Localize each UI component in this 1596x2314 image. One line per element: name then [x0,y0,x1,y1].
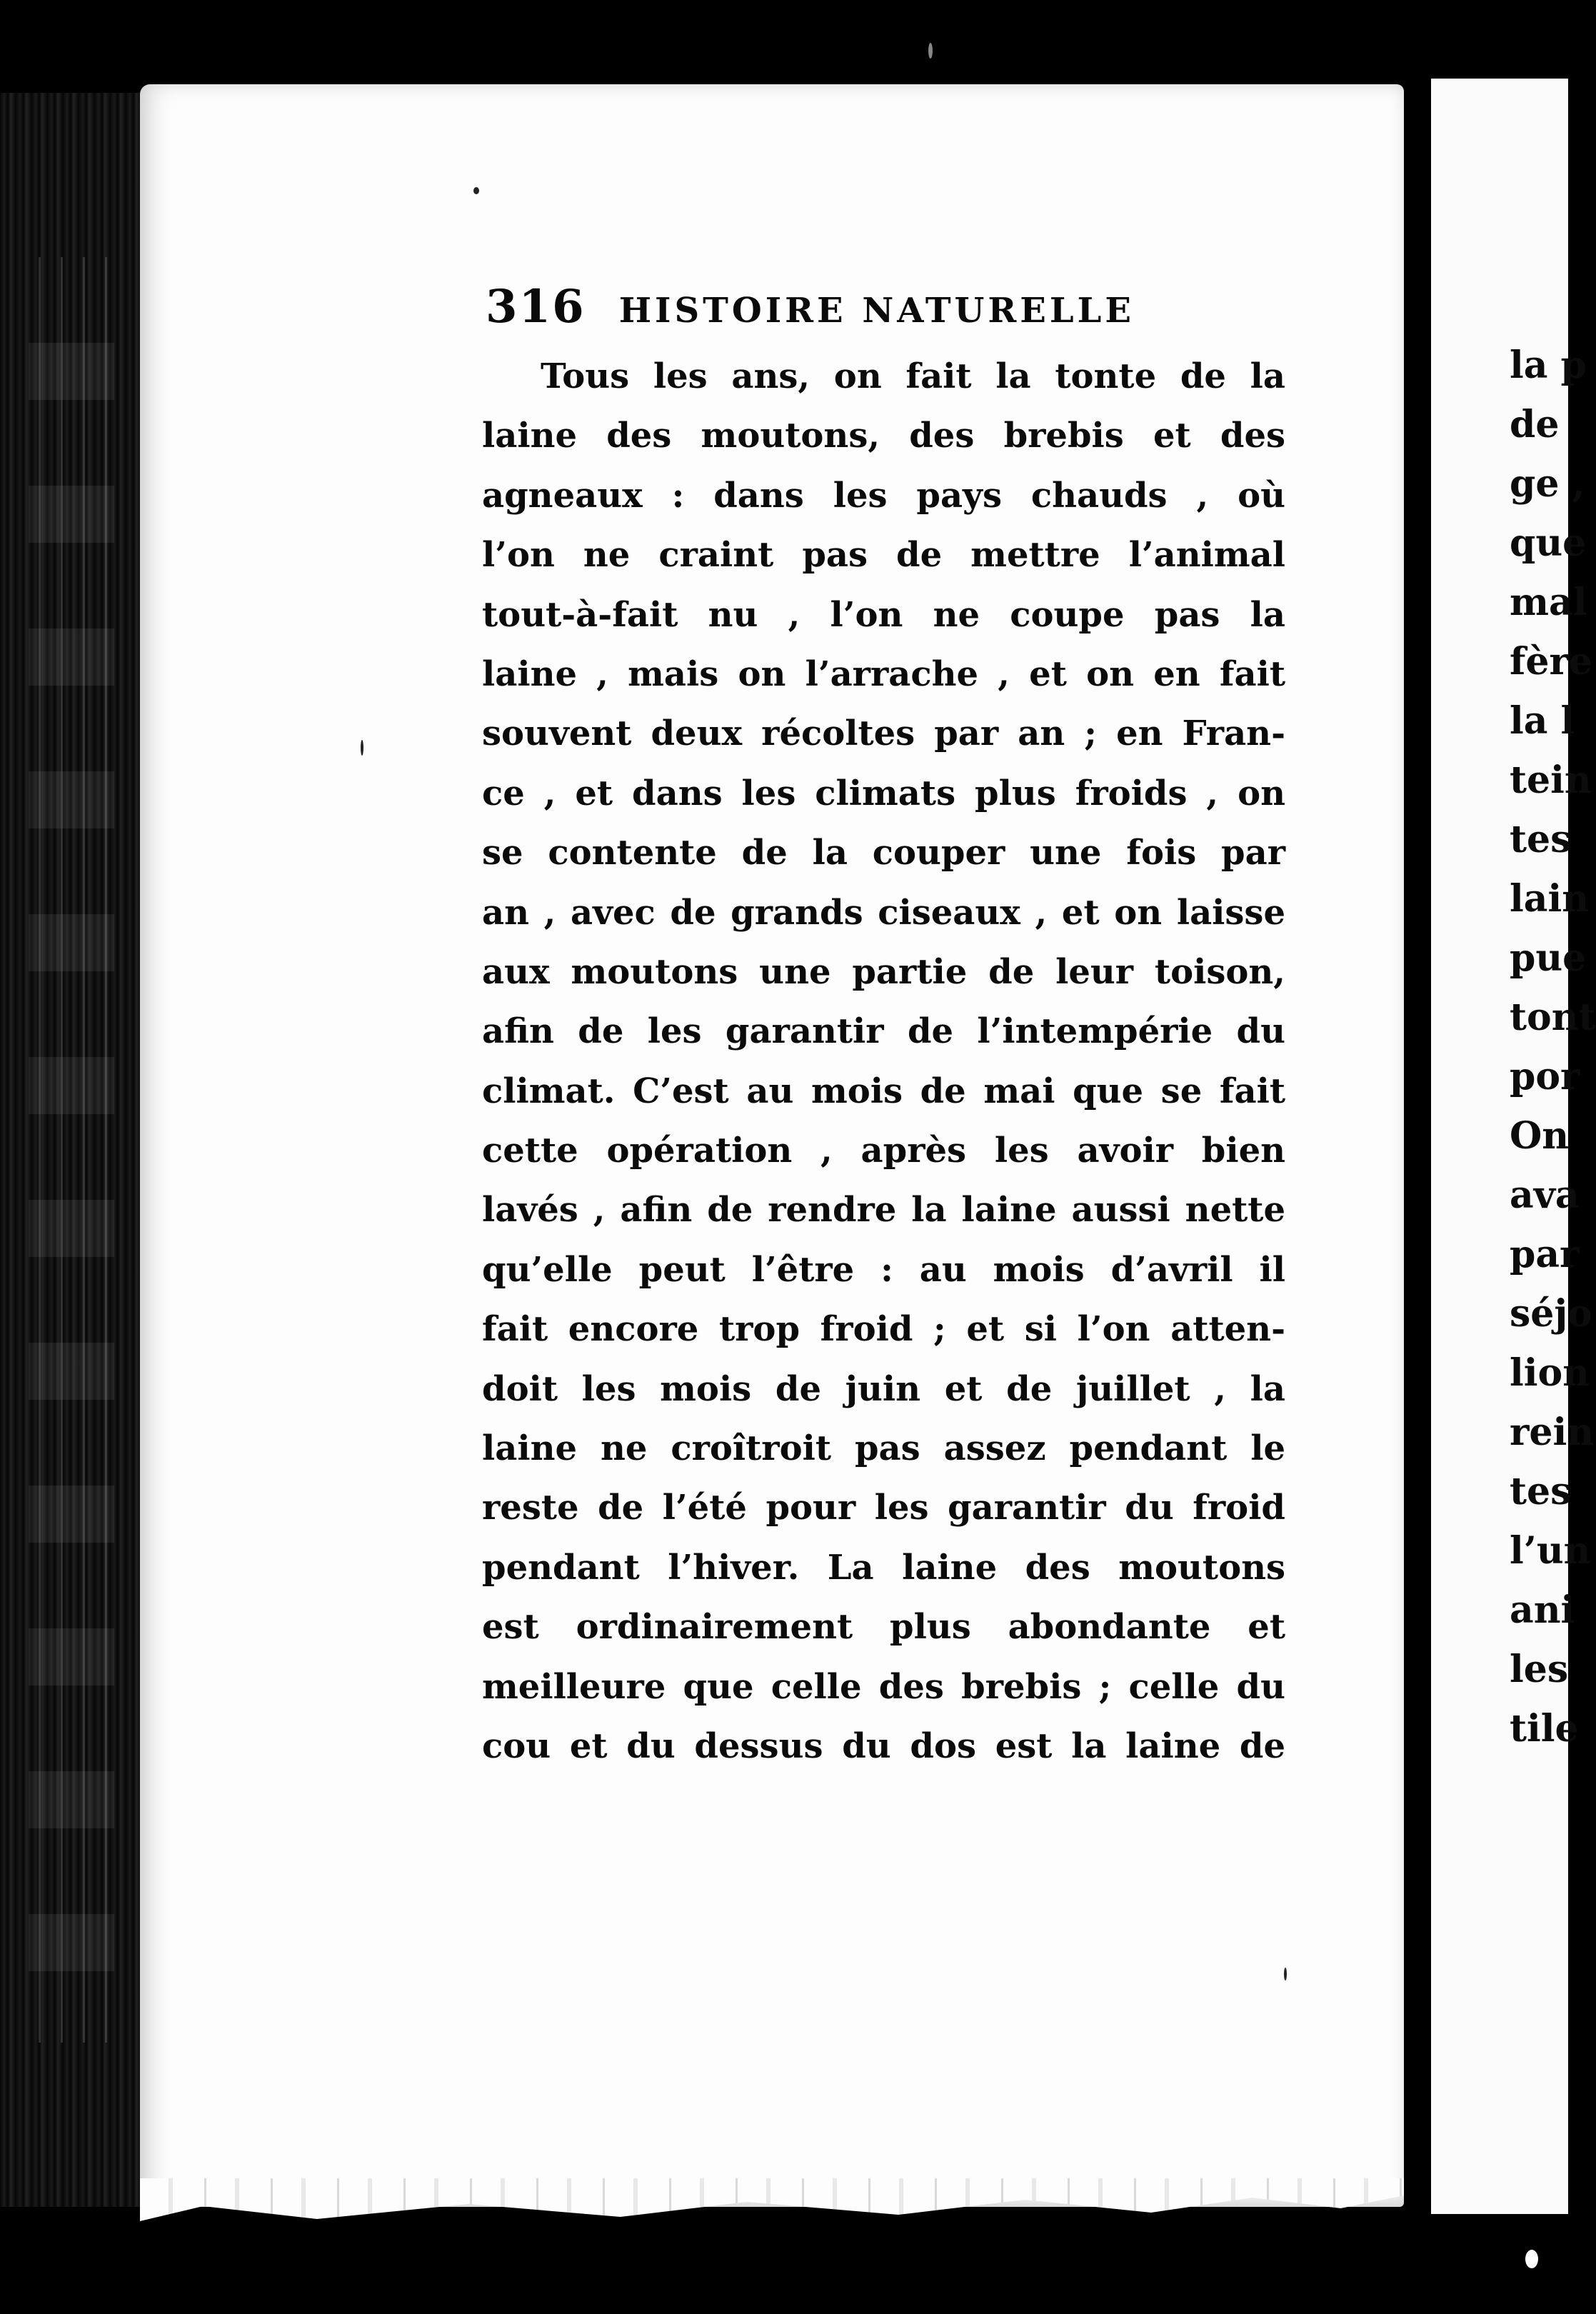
facing-line: tes [1510,1470,1572,1513]
text-line: laine ne croîtroit pas assez pendant le [482,1428,1285,1469]
facing-page-text [1510,336,1596,1758]
book-gutter [1404,71,1431,2228]
running-title: HISTOIRE NATURELLE [618,291,1135,331]
text-line: tout-à-fait nu , l’on ne coupe pas la [482,594,1285,635]
facing-line: de [1510,403,1560,446]
facing-line: la l [1510,699,1575,743]
facing-line: la p [1510,344,1587,387]
facing-line: tile [1510,1707,1579,1750]
text-line: agneaux : dans les pays chauds , où [482,475,1285,516]
text-line: cou et du dessus du dos est la laine de [482,1726,1285,1766]
facing-line: tont [1510,996,1596,1039]
facing-line: lain [1510,877,1590,921]
facing-line: séjo [1510,1292,1592,1336]
facing-line: tes [1510,818,1572,861]
facing-line: par [1510,1233,1580,1276]
running-head [486,280,1135,337]
facing-line: pue [1510,936,1587,980]
text-line: lavés , afin de rendre la laine aussi nette [482,1190,1285,1231]
scan-bottom-border [0,2207,1581,2314]
text-line: pendant l’hiver. La laine des moutons [482,1547,1285,1588]
scan-speck [361,740,363,756]
facing-line: ge , [1510,462,1585,506]
text-line: ce , et dans les climats plus froids , on [482,773,1285,813]
text-line: est ordinairement plus abondante et [482,1607,1285,1648]
facing-line: l’un [1510,1529,1591,1573]
body-text [482,347,1285,1776]
text-line: fait encore trop froid ; et si l’on atten- [482,1309,1285,1350]
scan-speck [1284,1968,1287,1980]
text-line: afin de les garantir de l’intempérie du [482,1011,1285,1052]
facing-line: On [1510,1114,1570,1158]
text-line: souvent deux récoltes par an ; en Fran- [482,713,1285,754]
text-line: climat. C’est au mois de mai que se fait [482,1071,1285,1111]
facing-line: rein [1510,1411,1595,1454]
scan-speck [928,43,933,59]
scan-speck [1525,2250,1538,2268]
text-line: Tous les ans, on fait la tonte de la [541,356,1285,396]
text-line: qu’elle peut l’être : au mois d’avril il [482,1249,1285,1290]
text-line: an , avec de grands ciseaux , et on laisse [482,892,1285,933]
scan-speck [473,187,479,194]
text-line: reste de l’été pour les garantir du froid [482,1488,1285,1528]
text-line: doit les mois de juin et de juillet , la [482,1368,1285,1409]
text-line: meilleure que celle des brebis ; celle du [482,1666,1285,1707]
text-line: se contente de la couper une fois par [482,833,1285,873]
facing-line: lion [1510,1351,1590,1395]
text-line: laine , mais on l’arrache , et on en fait [482,653,1285,694]
facing-line: por [1510,1055,1580,1098]
text-line: aux moutons une partie de leur toison, [482,951,1285,992]
facing-line: que [1510,521,1587,565]
scan-left-fibers [29,257,114,2043]
text-line: cette opération , après les avoir bien [482,1131,1285,1171]
facing-line: tein [1510,758,1592,802]
text-line: laine des moutons, des brebis et des [482,416,1285,456]
facing-line: ava [1510,1173,1580,1217]
facing-line: fère [1510,640,1592,683]
text-line: l’on ne craint pas de mettre l’animal [482,535,1285,576]
facing-line: ani [1510,1588,1575,1632]
scan-top-border [0,0,1581,93]
facing-line: mal [1510,581,1587,624]
facing-line: les [1510,1648,1569,1691]
page-number: 316 [486,280,586,334]
